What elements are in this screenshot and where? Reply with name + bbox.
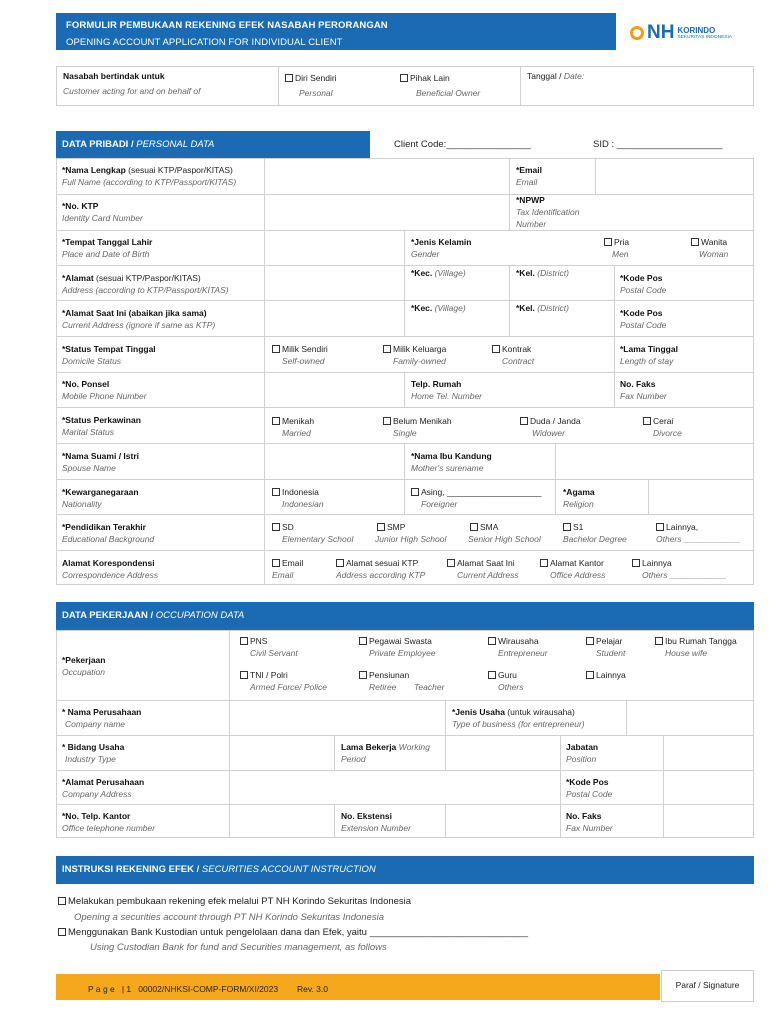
contract-label: Kontrak <box>502 344 532 354</box>
beneficial-owner-label-en: Beneficial Owner <box>416 88 481 98</box>
indonesian-label: Indonesia <box>282 487 319 497</box>
position-label: Jabatan <box>566 742 599 752</box>
instruction-2-checkbox[interactable] <box>58 928 66 936</box>
position-label-en: Position <box>566 754 597 764</box>
npwp-label-en2: Number <box>516 219 547 229</box>
sma-label: SMA <box>480 522 499 532</box>
housewife-label-en: House wife <box>665 648 708 658</box>
divorce-checkbox[interactable] <box>643 417 651 425</box>
married-label-en: Married <box>282 428 311 438</box>
edu-other-label: Lainnya, <box>666 522 699 532</box>
entrepreneur-label: Wirausaha <box>498 636 539 646</box>
corr-current-label: Alamat Saat Ini <box>457 558 515 568</box>
date-label-en: Date: <box>563 71 585 81</box>
tni-label-en: Armed Force/ Police <box>250 682 327 692</box>
sd-label-en: Elementary School <box>282 534 354 544</box>
private-label-en: Private Employee <box>369 648 436 658</box>
female-checkbox[interactable] <box>691 238 699 246</box>
s1-label-en: Bachelor Degree <box>563 534 627 544</box>
teacher-label: Guru <box>498 670 517 680</box>
indonesian-label-en: Indonesian <box>282 499 324 509</box>
kel-label: *Kel. <box>516 268 535 278</box>
corr-other-checkbox[interactable] <box>632 559 640 567</box>
sd-checkbox[interactable] <box>272 523 280 531</box>
company-label-en: Company name <box>65 719 126 729</box>
domicile-label-en: Domicile Status <box>62 356 122 366</box>
beneficial-owner-checkbox[interactable] <box>400 74 408 82</box>
cur-kel-label: *Kel. <box>516 303 535 313</box>
beneficial-owner-label: Pihak Lain <box>410 73 450 83</box>
student-label: Pelajar <box>596 636 623 646</box>
female-label: Wanita <box>701 237 728 247</box>
housewife-checkbox[interactable] <box>655 637 663 645</box>
cur-kec-label: *Kec. <box>411 303 433 313</box>
male-checkbox[interactable] <box>604 238 612 246</box>
ktp-label-en: Identity Card Number <box>62 213 143 223</box>
personal-checkbox[interactable] <box>285 74 293 82</box>
family-owned-checkbox[interactable] <box>383 345 391 353</box>
corr-office-label: Alamat Kantor <box>550 558 604 568</box>
widow-label: Duda / Janda <box>530 416 581 426</box>
logo-sekuritas: SEKURITAS INDONESIA <box>677 34 733 40</box>
indonesian-checkbox[interactable] <box>272 488 280 496</box>
s1-checkbox[interactable] <box>563 523 571 531</box>
foreigner-label: Asing, ____________________ <box>421 487 542 497</box>
tni-checkbox[interactable] <box>240 671 248 679</box>
company-logo <box>630 22 732 44</box>
occupation-label-en: Occupation <box>62 667 105 677</box>
occupation-data-bar: DATA PEKERJAAN / OCCUPATION DATA <box>56 602 754 630</box>
edu-other-label-en: Others ____________ <box>656 534 741 544</box>
company-postal-label: *Kode Pos <box>566 777 609 787</box>
nationality-label: *Kewarganegaraan <box>62 487 139 497</box>
religion-label-en: Religion <box>563 499 594 509</box>
instruction-2-label: Menggunakan Bank Kustodian untuk pengelolaan dana dan Efek, yaitu ______________________________ <box>68 927 529 938</box>
fullname-suffix: (sesuai KTP/Paspor/KITAS) <box>128 165 233 175</box>
occupation-table <box>56 630 754 838</box>
foreigner-checkbox[interactable] <box>411 488 419 496</box>
period-suffix: Working <box>398 742 430 752</box>
birth-label-en: Place and Date of Birth <box>62 249 150 259</box>
mother-label-en: Mother's surename <box>411 463 484 473</box>
kec-label: *Kec. <box>411 268 433 278</box>
logo-korindo: KORINDO <box>677 25 716 35</box>
cur-postal-label-en: Postal Code <box>620 320 667 330</box>
fax-label-en: Fax Number <box>620 391 667 401</box>
postal-label: *Kode Pos <box>620 273 663 283</box>
corr-ktp-checkbox[interactable] <box>336 559 344 567</box>
family-owned-label: Milik Keluarga <box>393 344 447 354</box>
instruction-bar: INSTRUKSI REKENING EFEK / SECURITIES ACCOUNT INSTRUCTION <box>56 856 754 884</box>
pns-checkbox[interactable] <box>240 637 248 645</box>
smp-label: SMP <box>387 522 406 532</box>
contract-label-en: Contract <box>502 356 535 366</box>
fullname-input[interactable] <box>266 160 507 192</box>
others-checkbox[interactable] <box>586 671 594 679</box>
logo-mark-icon <box>630 26 644 40</box>
self-owned-label: Milik Sendiri <box>282 344 328 354</box>
birth-label: *Tempat Tanggal Lahir <box>62 237 153 247</box>
npwp-label-en1: Tax Identification <box>516 207 580 217</box>
npwp-label: *NPWP <box>516 195 545 205</box>
ext-label-en: Extension Number <box>341 823 411 833</box>
education-label-en: Educational Background <box>62 534 155 544</box>
cur-kec-label-en: (Village) <box>434 303 466 313</box>
cur-kel-label-en: (District) <box>537 303 569 313</box>
date-label: Tanggal / <box>527 71 562 81</box>
nationality-label-en: Nationality <box>62 499 102 509</box>
single-checkbox[interactable] <box>383 417 391 425</box>
corr-email-label: Email <box>282 558 304 568</box>
fullname-label: *Nama Lengkap <box>62 165 126 175</box>
company-label: Nama Perusahaan <box>67 707 142 717</box>
student-label-en: Student <box>596 648 626 658</box>
page-footer: P a g e | 1 00002/NHKSI-COMP-FORM/XI/2023 Rev. 3.0 <box>88 984 328 994</box>
fullname-label-en: Full Name (according to KTP/Passport/KITAS) <box>62 177 237 187</box>
address-label: *Alamat <box>62 273 94 283</box>
retiree-checkbox[interactable] <box>359 671 367 679</box>
sid[interactable]: SID : ____________________ <box>593 139 723 150</box>
stay-label-en: Length of stay <box>620 356 674 366</box>
student-checkbox[interactable] <box>586 637 594 645</box>
instruction-2-label-en: Using Custodian Bank for fund and Securities management, as follows <box>90 942 387 953</box>
date-field[interactable] <box>600 70 750 84</box>
female-label-en: Woman <box>699 249 729 259</box>
company-address-label-en: Company Address <box>62 789 132 799</box>
biz-type-label: *Jenis Usaha <box>452 707 505 717</box>
occupation-label: *Pekerjaan <box>62 655 106 665</box>
marital-label-en: Marital Status <box>62 427 114 437</box>
personal-label-en: Personal <box>299 88 333 98</box>
company-postal-label-en: Postal Code <box>566 789 613 799</box>
single-label-en: Single <box>393 428 417 438</box>
male-label: Pria <box>614 237 630 247</box>
tni-label: TNI / Polri <box>250 670 288 680</box>
current-address-label: *Alamat Saat Ini (abaikan jika sama) <box>62 308 207 318</box>
kel-label-en: (District) <box>537 268 569 278</box>
retiree-label: Pensiunan <box>369 670 410 680</box>
domicile-label: *Status Tempat Tinggal <box>62 344 156 354</box>
corr-email-label-en: Email <box>272 570 294 580</box>
correspondence-label-en: Correspondence Address <box>62 570 159 580</box>
religion-label: *Agama <box>563 487 595 497</box>
corr-other-label: Lainnya <box>642 558 672 568</box>
period-label-en: Period <box>341 754 366 764</box>
address-suffix: (sesuai KTP/Paspor/KITAS) <box>96 273 201 283</box>
kec-label-en: (Village) <box>434 268 466 278</box>
family-owned-label-en: Family-owned <box>393 356 446 366</box>
instruction-1-label: Melakukan pembukaan rekening efek melalui PT NH Korindo Sekuritas Indonesia <box>68 896 412 907</box>
pns-label-en: Civil Servant <box>250 648 298 658</box>
smp-checkbox[interactable] <box>377 523 385 531</box>
personal-label: Diri Sendiri <box>295 73 337 83</box>
home-tel-label: Telp. Rumah <box>411 379 462 389</box>
corr-current-checkbox[interactable] <box>447 559 455 567</box>
office-tel-label-en: Office telephone number <box>62 823 156 833</box>
teacher-label-en: Teacher <box>414 682 445 692</box>
form-subtitle: OPENING ACCOUNT APPLICATION FOR INDIVIDUAL CLIENT <box>66 37 343 48</box>
self-owned-checkbox[interactable] <box>272 345 280 353</box>
marital-label: *Status Perkawinan <box>62 415 141 425</box>
signature-box[interactable]: Paraf / Signature <box>661 970 754 1002</box>
mobile-label-en: Mobile Phone Number <box>62 391 147 401</box>
corr-other-label-en: Others ____________ <box>642 570 727 580</box>
email-label-en: Email <box>516 177 538 187</box>
entrepreneur-label-en: Entrepreneur <box>498 648 548 658</box>
male-label-en: Men <box>612 249 629 259</box>
divorce-label-en: Divorce <box>653 428 682 438</box>
ktp-label: *No. KTP <box>62 201 99 211</box>
logo-nh: NH <box>647 22 675 43</box>
biz-type-label-en: Type of business (for entrepreneur) <box>452 719 585 729</box>
contract-checkbox[interactable] <box>492 345 500 353</box>
corr-ktp-label-en: Address according KTP <box>336 570 426 580</box>
email-input[interactable] <box>597 160 752 192</box>
biz-type-suffix: (untuk wirausaha) <box>507 707 575 717</box>
acting-label: Nasabah bertindak untuk <box>63 71 165 81</box>
education-label: *Pendidikan Terakhir <box>62 522 146 532</box>
single-label: Belum Menikah <box>393 416 452 426</box>
edu-other-checkbox[interactable] <box>656 523 664 531</box>
smp-label-en: Junior High School <box>375 534 447 544</box>
correspondence-label: Alamat Korespondensi <box>62 558 155 568</box>
gender-label: *Jenis Kelamin <box>411 237 472 247</box>
office-tel-label: *No. Telp. Kantor <box>62 811 131 821</box>
sd-label: SD <box>282 522 294 532</box>
email-label: *Email <box>516 165 542 175</box>
industry-label: Bidang Usaha <box>67 742 125 752</box>
home-tel-label-en: Home Tel. Number <box>411 391 483 401</box>
client-code[interactable]: Client Code:________________ <box>394 139 531 150</box>
pns-label: PNS <box>250 636 268 646</box>
current-address-label-en: Current Address (ignore if same as KTP) <box>62 320 216 330</box>
address-label-en: Address (according to KTP/Passport/KITAS) <box>62 285 229 295</box>
ext-label: No. Ekstensi <box>341 811 393 821</box>
entrepreneur-checkbox[interactable] <box>488 637 496 645</box>
postal-label-en: Postal Code <box>620 285 667 295</box>
corr-ktp-label: Alamat sesuai KTP <box>346 558 419 568</box>
fax-label: No. Faks <box>620 379 656 389</box>
corr-office-checkbox[interactable] <box>540 559 548 567</box>
mobile-label: *No. Ponsel <box>62 379 110 389</box>
sma-checkbox[interactable] <box>470 523 478 531</box>
industry-label-en: Industry Type <box>65 754 116 764</box>
instruction-1-checkbox[interactable] <box>58 897 66 905</box>
married-checkbox[interactable] <box>272 417 280 425</box>
office-fax-label: No. Faks <box>566 811 602 821</box>
mother-label: *Nama Ibu Kandung <box>411 451 492 461</box>
teacher-checkbox[interactable] <box>488 671 496 679</box>
s1-label: S1 <box>573 522 584 532</box>
corr-current-label-en: Current Address <box>457 570 519 580</box>
cur-postal-label: *Kode Pos <box>620 308 663 318</box>
self-owned-label-en: Self-owned <box>282 356 325 366</box>
private-label: Pegawai Swasta <box>369 636 432 646</box>
office-fax-label-en: Fax Number <box>566 823 613 833</box>
spouse-label: *Nama Suami / Istri <box>62 451 140 461</box>
personal-data-bar: DATA PRIBADI / PERSONAL DATA <box>56 131 370 159</box>
private-checkbox[interactable] <box>359 637 367 645</box>
married-label: Menikah <box>282 416 315 426</box>
foreigner-label-en: Foreigner <box>421 499 458 509</box>
form-title: FORMULIR PEMBUKAAN REKENING EFEK NASABAH PERORANGAN <box>66 20 388 31</box>
others-label-en: Others <box>498 682 524 692</box>
widow-label-en: Widower <box>532 428 565 438</box>
stay-label: *Lama Tinggal <box>620 344 678 354</box>
sma-label-en: Senior High School <box>468 534 541 544</box>
others-label: Lainnya <box>596 670 626 680</box>
period-label: Lama Bekerja <box>341 742 397 752</box>
gender-label-en: Gender <box>411 249 440 259</box>
instruction-1-label-en: Opening a securities account through PT NH Korindo Sekuritas Indonesia <box>74 912 384 923</box>
housewife-label: Ibu Rumah Tangga <box>665 636 737 646</box>
divorce-label: Cerai <box>653 416 674 426</box>
widow-checkbox[interactable] <box>520 417 528 425</box>
corr-email-checkbox[interactable] <box>272 559 280 567</box>
acting-label-en: Customer acting for and on behalf of <box>63 86 201 96</box>
corr-office-label-en: Office Address <box>550 570 606 580</box>
spouse-label-en: Spouse Name <box>62 463 116 473</box>
company-address-label: *Alamat Perusahaan <box>62 777 145 787</box>
retiree-label-en: Retiree <box>369 682 397 692</box>
